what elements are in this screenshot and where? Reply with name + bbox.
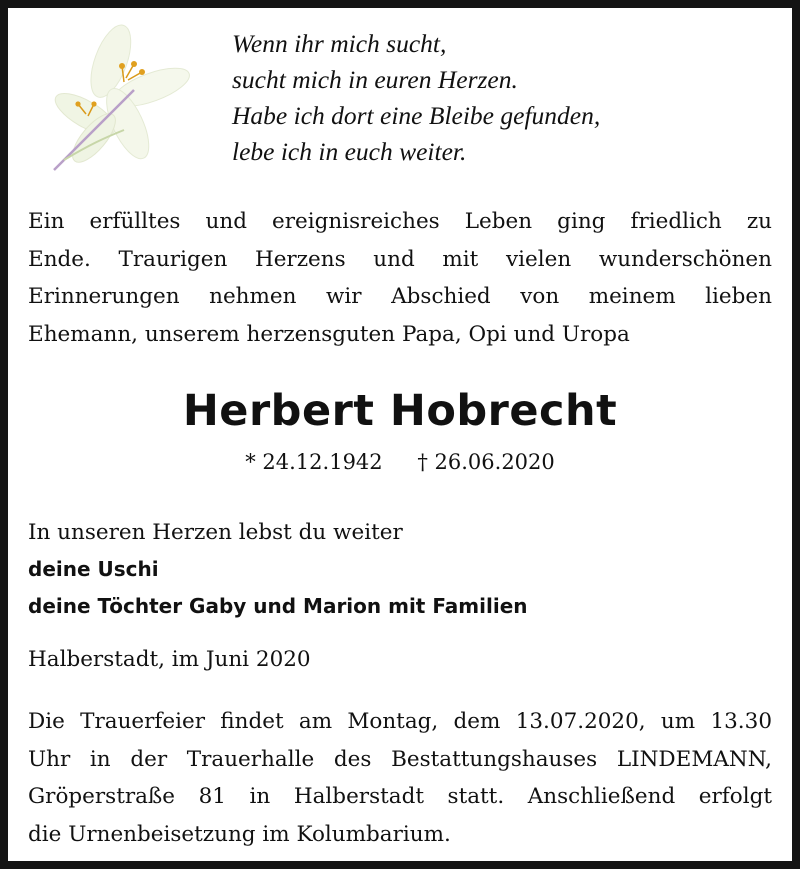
ceremony-line: Die Trauerfeier findet am Montag, dem 13.07.2020, um 13.30 (28, 709, 772, 734)
intro-line: Erinnerungen nehmen wir Abschied von meinem lieben (28, 284, 772, 309)
ceremony-paragraph (28, 703, 772, 853)
intro-paragraph (28, 203, 772, 353)
birth-date: * 24.12.1942 (245, 450, 383, 474)
death-date: † 26.06.2020 (417, 450, 555, 474)
survivors-block (28, 514, 772, 625)
poem-line: Wenn ihr mich sucht, (232, 29, 447, 58)
survivor-line: deine Uschi (28, 557, 159, 581)
survivor-line: deine Töchter Gaby und Marion mit Familien (28, 594, 528, 618)
life-dates (0, 447, 800, 477)
deceased-name: Herbert Hobrecht (182, 386, 618, 436)
ceremony-line: Gröperstraße 81 in Halberstadt statt. Anschließend erfolgt (28, 784, 772, 809)
ceremony-line: Uhr in der Trauerhalle des Bestattungshauses LINDEMANN, (28, 746, 772, 772)
ceremony-line: die Urnenbeisetzung im Kolumbarium. (28, 821, 451, 847)
poem-line: lebe ich in euch weiter. (232, 137, 467, 166)
poem-line: Habe ich dort eine Bleibe gefunden, (232, 101, 601, 130)
survivors-intro: In unseren Herzen lebst du weiter (28, 520, 403, 545)
place-date: Halberstadt, im Juni 2020 (28, 647, 311, 672)
lily-flower-icon (34, 20, 194, 180)
poem-line: sucht mich in euren Herzen. (232, 65, 518, 94)
intro-line: Ein erfülltes und ereignisreiches Leben ging friedlich zu (28, 209, 772, 234)
poem (232, 26, 752, 170)
intro-line: Ende. Traurigen Herzens und mit vielen wunderschönen (28, 246, 772, 272)
intro-line: Ehemann, unserem herzensguten Papa, Opi und Uropa (28, 321, 630, 347)
